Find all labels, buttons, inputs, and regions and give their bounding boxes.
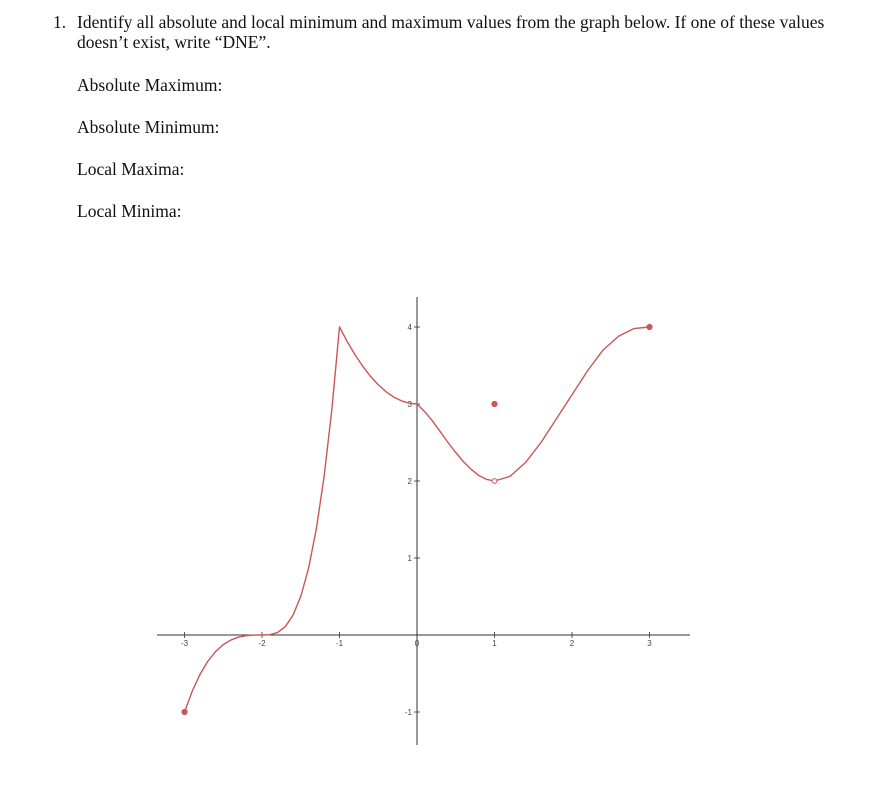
x-tick-label: -2 xyxy=(258,639,266,648)
question-line-2: doesn’t exist, write “DNE”. xyxy=(77,32,271,52)
segment-rise xyxy=(262,327,340,635)
x-tick-label: 3 xyxy=(647,639,652,648)
left-endpoint xyxy=(182,709,187,714)
absolute-minimum-label: Absolute Minimum: xyxy=(77,117,220,137)
isolated-point-at-x1 xyxy=(492,401,497,406)
x-tick-label: 0 xyxy=(414,639,420,648)
x-tick-label: -3 xyxy=(180,639,189,648)
right-endpoint xyxy=(647,324,652,329)
local-maxima-label: Local Maxima: xyxy=(77,159,185,179)
x-tick-label: 2 xyxy=(569,639,575,648)
question-number: 1. xyxy=(53,12,67,32)
question-line-1: Identify all absolute and local minimum and maximum values from the graph below. If one of these values xyxy=(77,12,825,32)
open-circle-at-x1 xyxy=(492,479,497,484)
x-tick-label: -1 xyxy=(335,639,344,648)
y-tick-label: 1 xyxy=(407,554,412,563)
segment-rise-right xyxy=(495,327,650,481)
x-tick-label: 1 xyxy=(492,639,497,648)
absolute-maximum-label: Absolute Maximum: xyxy=(77,75,223,95)
y-tick-label: 2 xyxy=(407,477,412,486)
y-tick-label: 4 xyxy=(407,323,412,332)
segment-cubic-left xyxy=(185,635,263,712)
y-tick-label: 3 xyxy=(407,400,412,409)
y-tick-label: -1 xyxy=(404,708,412,717)
segment-dip xyxy=(417,404,495,481)
segment-decline xyxy=(340,327,418,404)
local-minima-label: Local Minima: xyxy=(77,201,182,221)
